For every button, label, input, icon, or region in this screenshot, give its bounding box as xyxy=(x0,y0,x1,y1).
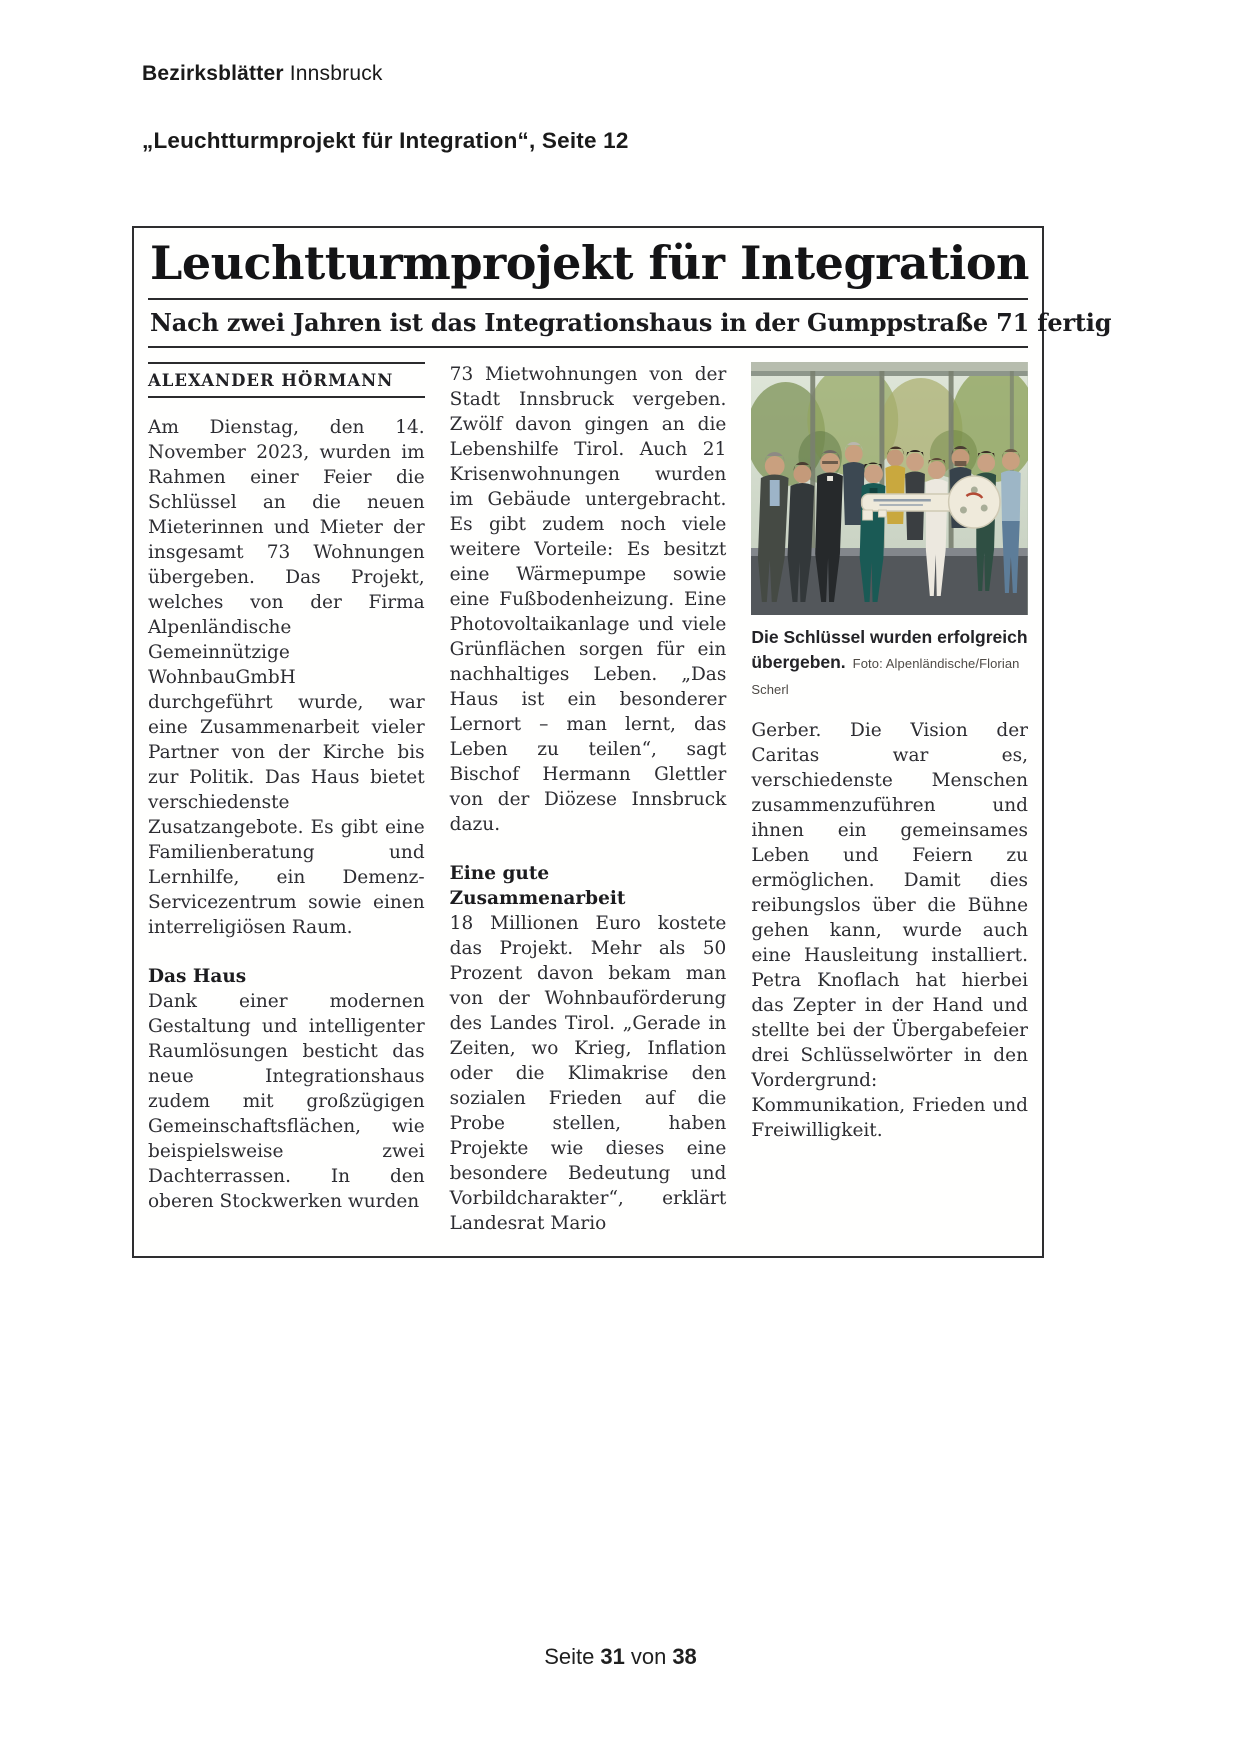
footer-current-page: 31 xyxy=(600,1644,625,1669)
section-subhead-das-haus: Das Haus xyxy=(148,966,247,988)
footer-separator: von xyxy=(630,1644,667,1669)
page-footer xyxy=(0,1644,1241,1670)
paragraph: Am Dienstag, den 14. November 2023, wurden im Rahmen einer Feier die Schlüssel an die neuen Mieterinnen und Mieter der insgesamt 73 Wohnungen übergeben. Das Projekt, welches von der Firma Alpenländische Gemeinnützige WohnbauGmbH durchgeführt wurde, war eine Zusammenarbeit vieler Partner von der Kirche bis zur Politik. Das Haus bietet verschiedenste Zusatzangebote. Es gibt eine Familienberatung und Lernhilfe, ein Demenz-Servicezentrum sowie einen interreligiösen Raum. xyxy=(148,417,425,939)
article-photo xyxy=(751,362,1028,615)
photo-caption xyxy=(751,625,1028,702)
publication-name: Bezirksblätter xyxy=(142,62,284,85)
paragraph: Dank einer modernen Gestaltung und intelligenter Raumlösungen besticht das neue Integrationshaus zudem mit großzügigen Gemeinschaftsflächen, wie beispielsweise zwei Dachterrassen. In den oberen Stockwerken wurden xyxy=(148,991,425,1213)
photo-credit: Foto: Alpenländische/Florian Scherl xyxy=(751,656,1020,698)
publication-region: Innsbruck xyxy=(289,62,383,85)
article-headline: Leuchtturmprojekt für Integration xyxy=(150,236,1029,290)
article-column-3 xyxy=(751,362,1028,1236)
publication-header xyxy=(142,62,383,86)
group-photo-illustration xyxy=(751,362,1028,615)
footer-prefix: Seite xyxy=(544,1644,595,1669)
article-columns xyxy=(148,362,1028,1236)
subheadline-rule xyxy=(148,346,1028,348)
newspaper-clipping xyxy=(132,226,1112,1258)
footer-total-pages: 38 xyxy=(672,1644,697,1669)
article-column-1 xyxy=(148,362,425,1236)
section-subhead-zusammenarbeit: Eine gute Zusammenarbeit xyxy=(449,863,626,910)
author-byline: ALEXANDER HÖRMANN xyxy=(148,362,425,398)
clipping-reference-title: „Leuchtturmprojekt für Integration“, Seite 12 xyxy=(142,128,629,153)
article-column-2 xyxy=(450,362,727,1236)
article-subheadline: Nach zwei Jahren ist das Integrationshaus in der Gumppstraße 71 fertig xyxy=(150,307,1112,337)
photo-caption-text: Die Schlüssel wurden erfolgreich übergeben. xyxy=(751,627,1028,673)
paragraph: 73 Mietwohnungen von der Stadt Innsbruck vergeben. Zwölf davon gingen an die Lebenshilfe Tirol. Auch 21 Krisenwohnungen wurden im Gebäude untergebracht. Es gibt zudem noch viele weitere Vorteile: Es besitzt eine Wärmepumpe sowie eine Fußbodenheizung. Eine Photovoltaikanlage und viele Grünflächen sorgen für ein nachhaltiges Leben. „Das Haus ist ein besonderer Lernort – man lernt, das Leben zu teilen“, sagt Bischof Hermann Glettler von der Diözese Innsbruck dazu. xyxy=(449,364,727,836)
paragraph: 18 Millionen Euro kostete das Projekt. Mehr als 50 Prozent davon bekam man von der Wohnbauförderung des Landes Tirol. „Gerade in Zeiten, wo Krieg, Inflation oder die Klimakrise den sozialen Frieden auf die Probe stellen, haben Projekte wie dieses eine besondere Bedeutung und Vorbildcharakter“, erklärt Landesrat Mario xyxy=(449,913,727,1235)
paragraph: Gerber. Die Vision der Caritas war es, verschiedenste Menschen zusammenzuführen und ihnen ein gemeinsames Leben und Feiern zu ermöglichen. Damit dies reibungslos über die Bühne gehen kann, wurde auch eine Hausleitung installiert. Petra Knoflach hat hierbei das Zepter in der Hand und stellte bei der Übergabefeier drei Schlüsselwörter in den Vordergrund: Kommunikation, Frieden und Freiwilligkeit. xyxy=(751,720,1029,1142)
